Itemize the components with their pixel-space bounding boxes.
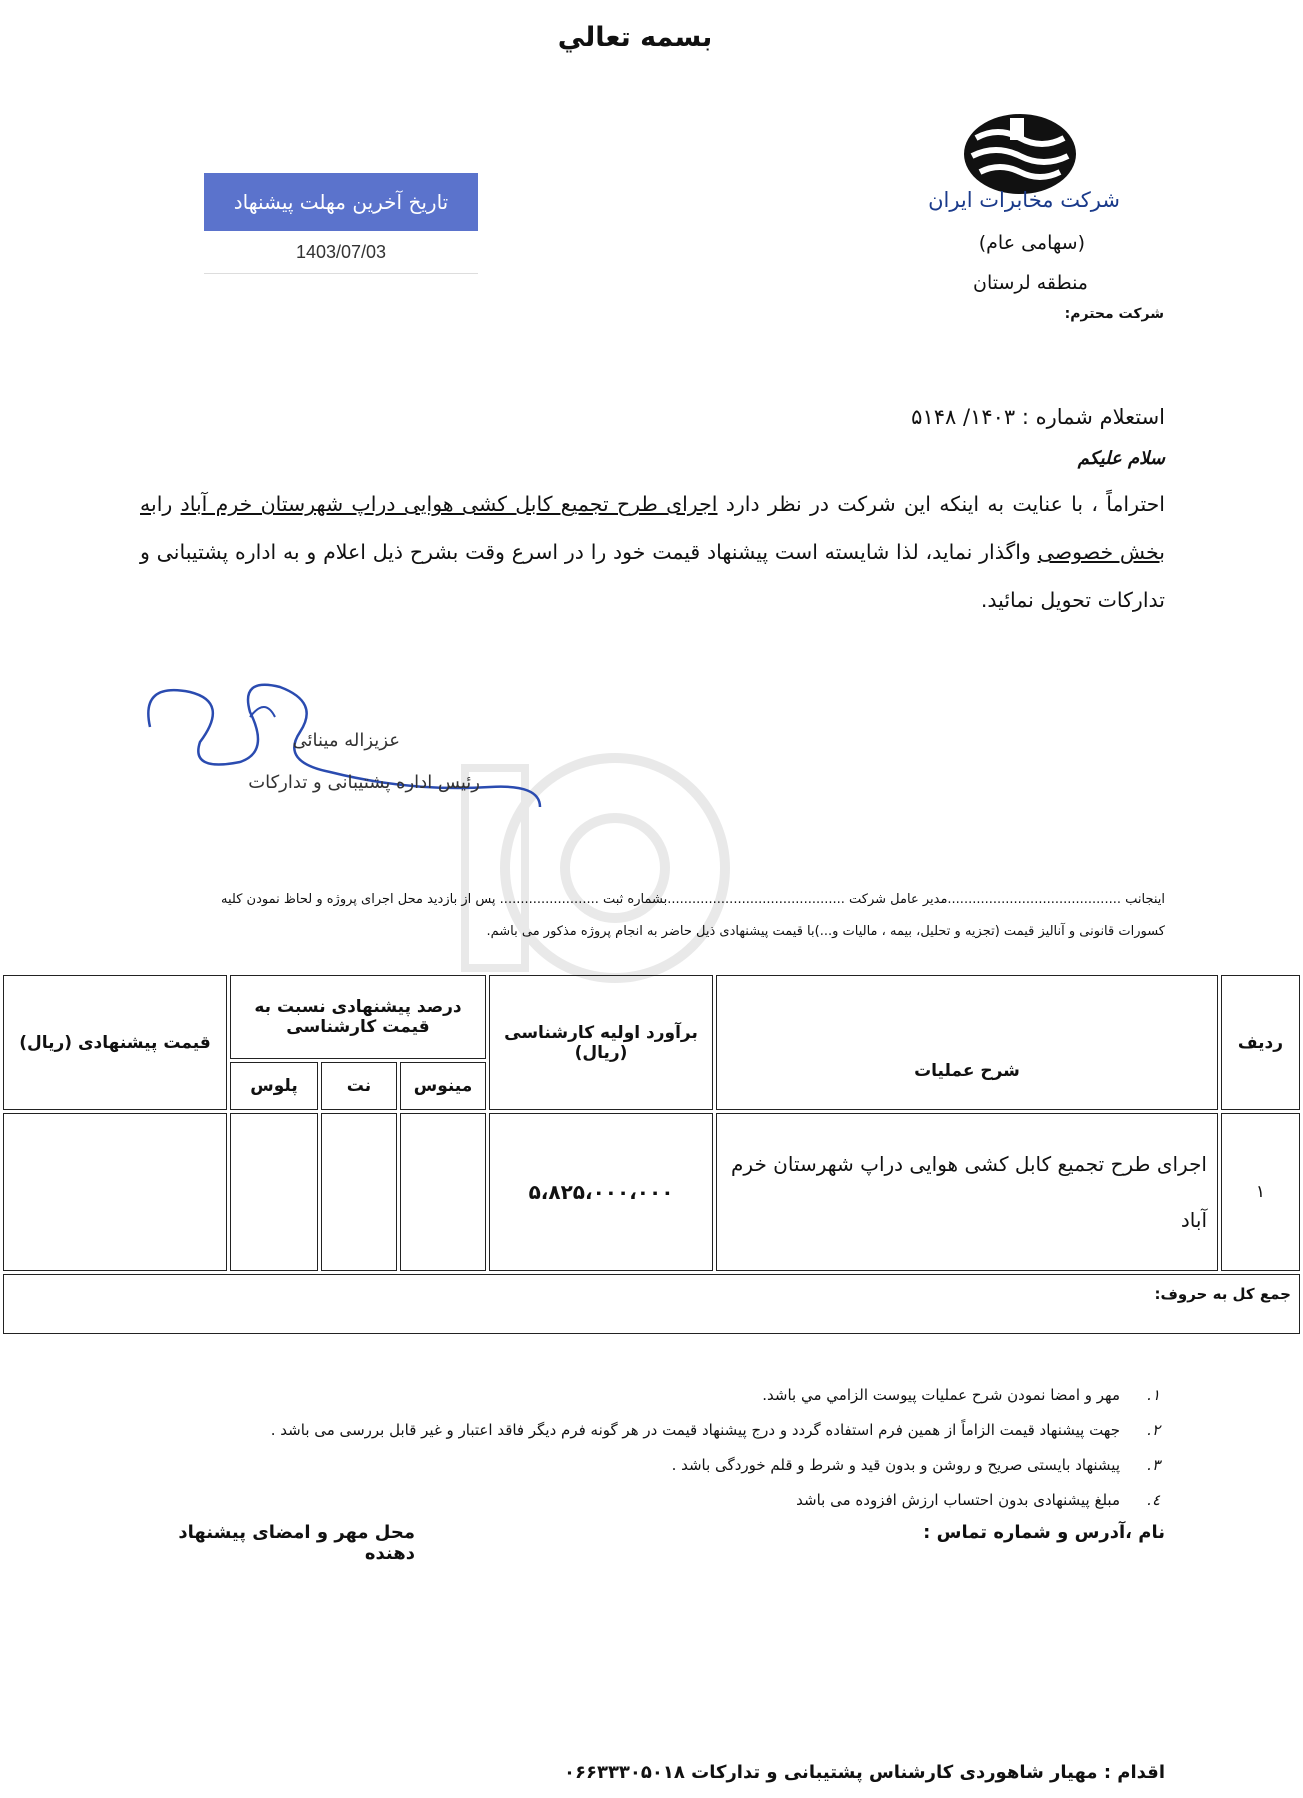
header-row-number: ردیف [1221, 975, 1300, 1110]
notes-list [140, 1378, 1160, 1518]
note-number: ۳. [1147, 1456, 1160, 1474]
body-prefix: احتراماً ، با عنایت به اینکه این شرکت در نظر دارد [717, 492, 1165, 516]
cell-description: اجرای طرح تجمیع کابل کشی هوایی دراپ شهرستان خرم آباد [716, 1113, 1218, 1271]
body-sector: به بخش خصوصی [140, 492, 1165, 564]
addressee: شرکت محترم: [1064, 306, 1164, 322]
form-line-1: اینجانب ..........................................مدیر عامل شرکت ...........................................بشماره ثبت ........................ پس از بازدید محل اجرای پروژه و لحاظ نمودن کلیه [221, 892, 1165, 907]
note-number: ۱. [1147, 1386, 1160, 1404]
total-in-words[interactable]: جمع کل به حروف: [3, 1274, 1300, 1334]
note-text: جهت پیشنهاد قیمت الزاماً از همین فرم استفاده گردد و درج پیشنهاد قیمت در هر گونه فرم دیگر فاقد اعتبار و غیر قابل بررسی می باشد . [270, 1421, 1120, 1439]
deadline-value: 1403/07/03 [204, 231, 478, 274]
signatory-name: عزیزاله مینائی [292, 730, 400, 751]
note-number: ۲. [1147, 1421, 1160, 1439]
greeting: سلام علیکم [1077, 448, 1165, 469]
document-header: بسمه تعالي [557, 22, 713, 53]
contact-label: نام ،آدرس و شماره تماس : [923, 1522, 1165, 1543]
body-project: اجرای طرح تجمیع کابل کشی هوایی دراپ شهرستان خرم آباد [180, 492, 718, 516]
list-item [140, 1378, 1160, 1413]
header-proposed: قیمت پیشنهادی (ریال) [3, 975, 227, 1110]
deadline-label: تاریخ آخرین مهلت پیشنهاد [204, 173, 478, 231]
header-plus: پلوس [230, 1062, 318, 1110]
company-name: شرکت مخابرات ایران [928, 188, 1120, 212]
cell-proposed[interactable] [3, 1113, 227, 1271]
price-table [0, 972, 1303, 1347]
signatory-title: رئیس اداره پشتیبانی و تدارکات [248, 772, 480, 793]
cell-row-number: ۱ [1221, 1113, 1300, 1271]
body-suffix: واگذار نماید، لذا شایسته است پیشنهاد قیمت خود را در اسرع وقت بشرح ذیل اعلام و به اداره پشتیبانی و تدارکات تحویل نمائید. [140, 540, 1165, 612]
company-region: منطقه لرستان [972, 272, 1088, 294]
stamp-label: محل مهر و امضای پیشنهاد دهنده [178, 1522, 415, 1564]
list-item [140, 1483, 1160, 1518]
company-logo [958, 108, 1082, 196]
header-percent-group: درصد پیشنهادی نسبت به قیمت کارشناسی [230, 975, 486, 1059]
header-minus: مینوس [400, 1062, 486, 1110]
form-line-2: کسورات قانونی و آنالیز قیمت (تجزیه و تحلیل، بیمه ، مالیات و...)با قیمت پیشنهادی ذیل حاضر به انجام پروژه مذکور می باشم. [486, 924, 1165, 939]
list-item [140, 1448, 1160, 1483]
footer-action: اقدام : مهیار شاهوردی کارشناس پشتیبانی و تدارکات ۰۶۶۳۳۳۰۵۰۱۸ [564, 1762, 1165, 1783]
note-text: پیشنهاد بایستی صریح و روشن و بدون قید و شرط و قلم خوردگی باشد . [671, 1456, 1120, 1474]
cell-minus[interactable] [400, 1113, 486, 1271]
note-text: مهر و امضا نمودن شرح عملیات پیوست الزامي مي باشد. [762, 1386, 1120, 1404]
company-type: (سهامی عام) [978, 232, 1085, 254]
table-row [3, 1113, 1300, 1271]
note-text: مبلغ پیشنهادی بدون احتساب ارزش افزوده می باشد [796, 1491, 1120, 1509]
note-number: ٤. [1147, 1491, 1160, 1509]
cell-net[interactable] [321, 1113, 397, 1271]
header-description: شرح عملیات [716, 975, 1218, 1110]
deadline-box [204, 173, 478, 275]
cell-plus[interactable] [230, 1113, 318, 1271]
header-net: نت [321, 1062, 397, 1110]
list-item [140, 1413, 1160, 1448]
cell-estimate: ۵،۸۲۵،۰۰۰،۰۰۰ [489, 1113, 713, 1271]
signature-scribble [130, 672, 550, 842]
inquiry-number: استعلام شماره : ۱۴۰۳/ ۵۱۴۸ [911, 405, 1165, 429]
body-mid: را [156, 492, 181, 516]
letter-body [140, 480, 1165, 624]
header-estimate: برآورد اولیه کارشناسی (ریال) [489, 975, 713, 1110]
